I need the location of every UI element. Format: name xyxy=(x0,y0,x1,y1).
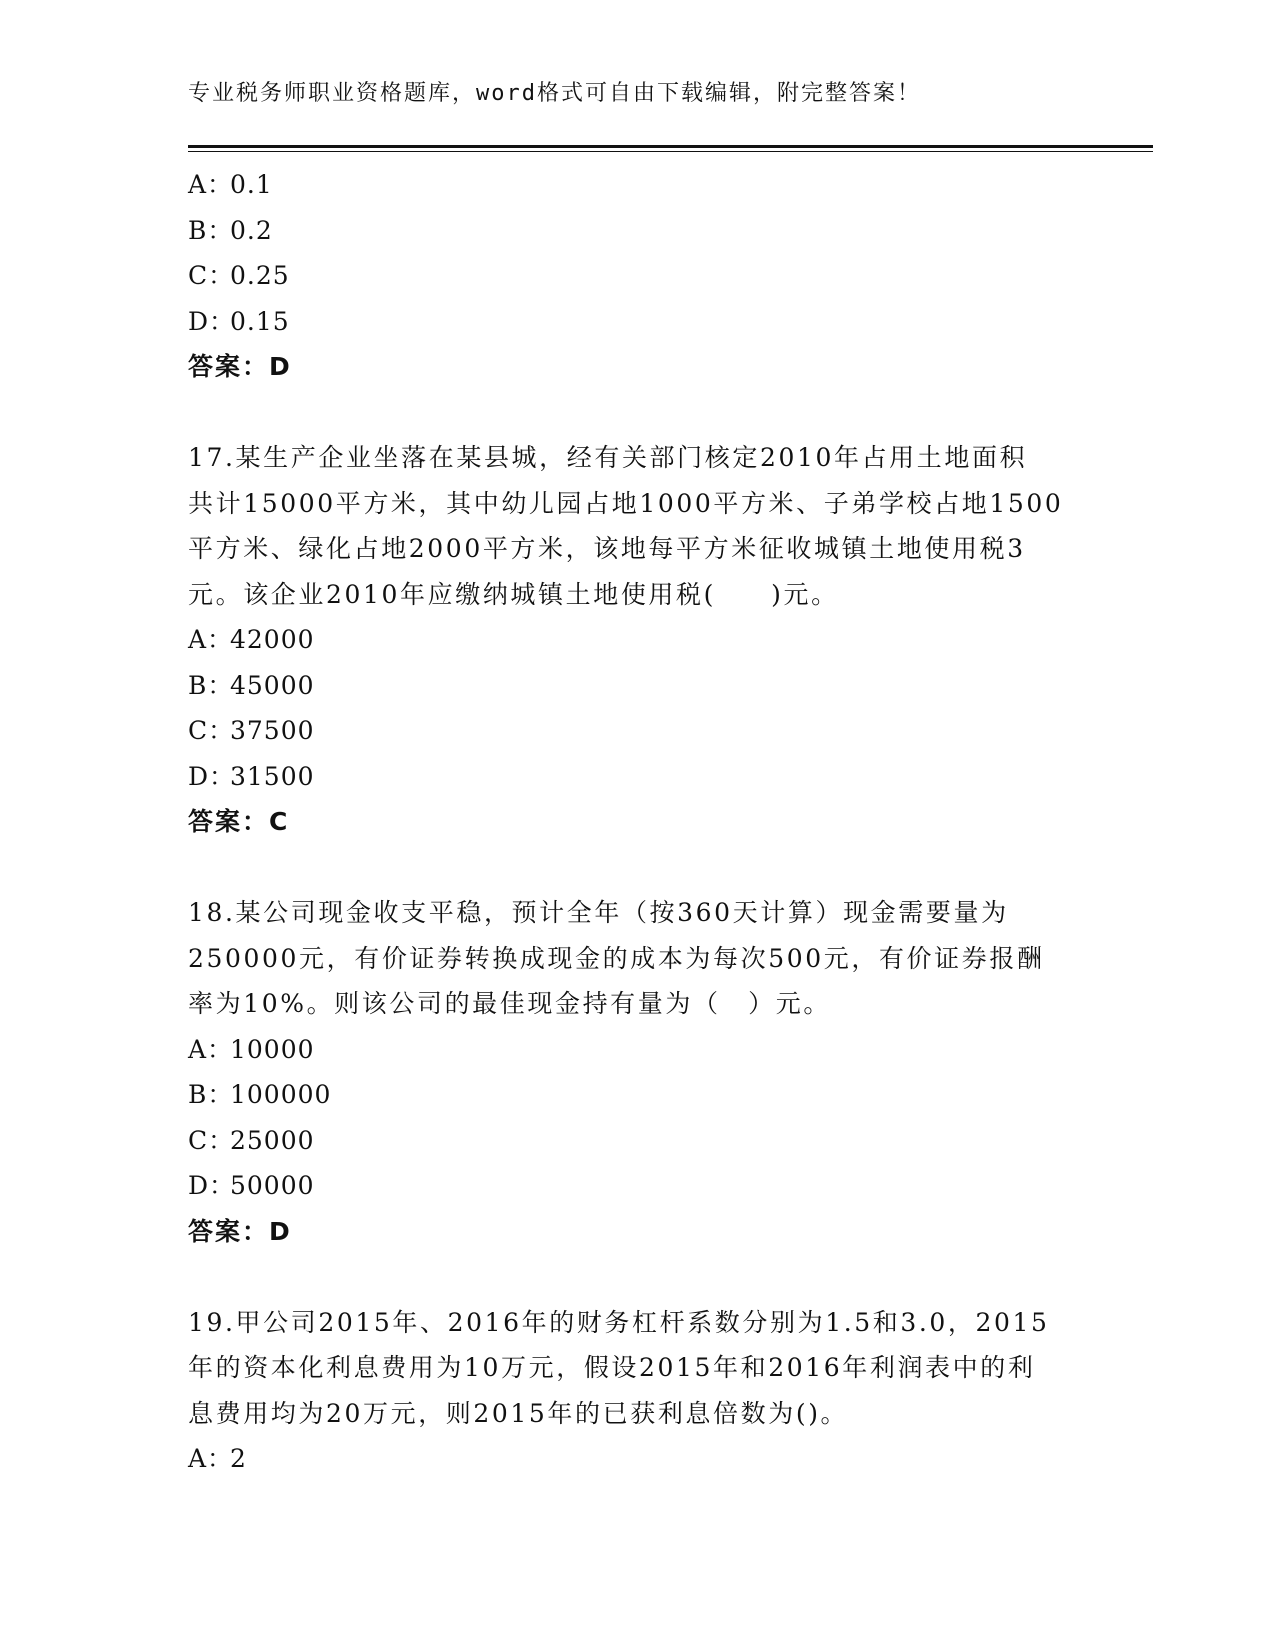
question-block-16 xyxy=(188,162,1088,390)
question-content xyxy=(188,162,1088,1482)
option-letter: A： xyxy=(188,1034,234,1064)
option-d xyxy=(188,299,1088,345)
question-text-line: 17.某生产企业坐落在某县城，经有关部门核定2010年占用土地面积 xyxy=(188,443,1028,472)
option-letter: A： xyxy=(188,1444,234,1473)
question-text-line: 息费用均为20万元，则2015年的已获利息倍数为()。 xyxy=(188,1398,849,1428)
option-letter: B： xyxy=(188,1080,234,1109)
option-letter: D： xyxy=(188,761,236,791)
option-d xyxy=(188,1163,1088,1209)
option-letter: D： xyxy=(188,1171,236,1200)
answer-line: 答案：D xyxy=(188,352,292,381)
option-value: 100000 xyxy=(230,1080,332,1109)
header-rule-thick xyxy=(188,145,1153,148)
option-value: 0.2 xyxy=(230,215,273,245)
option-letter: B： xyxy=(188,215,234,245)
option-b xyxy=(188,208,1088,254)
option-b xyxy=(188,663,1088,709)
option-letter: D： xyxy=(188,306,236,336)
spacer xyxy=(188,390,1088,436)
option-value: 31500 xyxy=(230,761,315,791)
question-text-line: 率为10%。则该公司的最佳现金持有量为（ ）元。 xyxy=(188,989,831,1018)
option-value: 50000 xyxy=(230,1171,315,1200)
option-c xyxy=(188,1118,1088,1164)
question-text-line: 共计15000平方米，其中幼儿园占地1000平方米、子弟学校占地1500 xyxy=(188,488,1064,518)
option-value: 2 xyxy=(230,1444,247,1473)
option-a xyxy=(188,1436,1088,1482)
option-b xyxy=(188,1072,1088,1118)
answer-line: 答案：D xyxy=(188,1216,292,1246)
option-letter: B： xyxy=(188,670,234,700)
answer-line: 答案：C xyxy=(188,807,290,836)
option-value: 10000 xyxy=(230,1034,315,1064)
option-value: 42000 xyxy=(230,625,315,654)
option-a xyxy=(188,1027,1088,1073)
option-value: 25000 xyxy=(230,1125,315,1155)
question-text-line: 元。该企业2010年应缴纳城镇土地使用税( )元。 xyxy=(188,579,839,609)
page-header: 专业税务师职业资格题库，word格式可自由下载编辑，附完整答案！ xyxy=(188,81,921,106)
question-text-line: 19.甲公司2015年、2016年的财务杠杆系数分别为1.5和3.0，2015 xyxy=(188,1307,1050,1337)
spacer xyxy=(188,1254,1088,1300)
option-letter: C： xyxy=(188,261,235,290)
option-value: 45000 xyxy=(230,670,315,700)
option-c xyxy=(188,253,1088,299)
option-value: 0.15 xyxy=(230,306,290,336)
option-letter: A： xyxy=(188,170,234,199)
header-rule-thin xyxy=(188,151,1153,152)
spacer xyxy=(188,845,1088,891)
question-text-line: 年的资本化利息费用为10万元，假设2015年和2016年利润表中的利 xyxy=(188,1353,1036,1382)
option-letter: C： xyxy=(188,1125,235,1155)
option-value: 0.25 xyxy=(230,261,290,290)
question-block-19 xyxy=(188,1300,1088,1482)
question-text-line: 250000元，有价证券转换成现金的成本为每次500元，有价证券报酬 xyxy=(188,943,1045,973)
option-c xyxy=(188,708,1088,754)
option-value: 37500 xyxy=(230,716,315,745)
question-text-line: 18.某公司现金收支平稳，预计全年（按360天计算）现金需要量为 xyxy=(188,898,1009,927)
question-block-18 xyxy=(188,890,1088,1254)
question-text-line: 平方米、绿化占地2000平方米，该地每平方米征收城镇土地使用税3 xyxy=(188,534,1026,563)
option-value: 0.1 xyxy=(230,170,273,199)
question-block-17 xyxy=(188,435,1088,845)
option-d xyxy=(188,754,1088,800)
option-a xyxy=(188,162,1088,208)
option-letter: C： xyxy=(188,716,235,745)
option-letter: A： xyxy=(188,625,234,654)
option-a xyxy=(188,617,1088,663)
